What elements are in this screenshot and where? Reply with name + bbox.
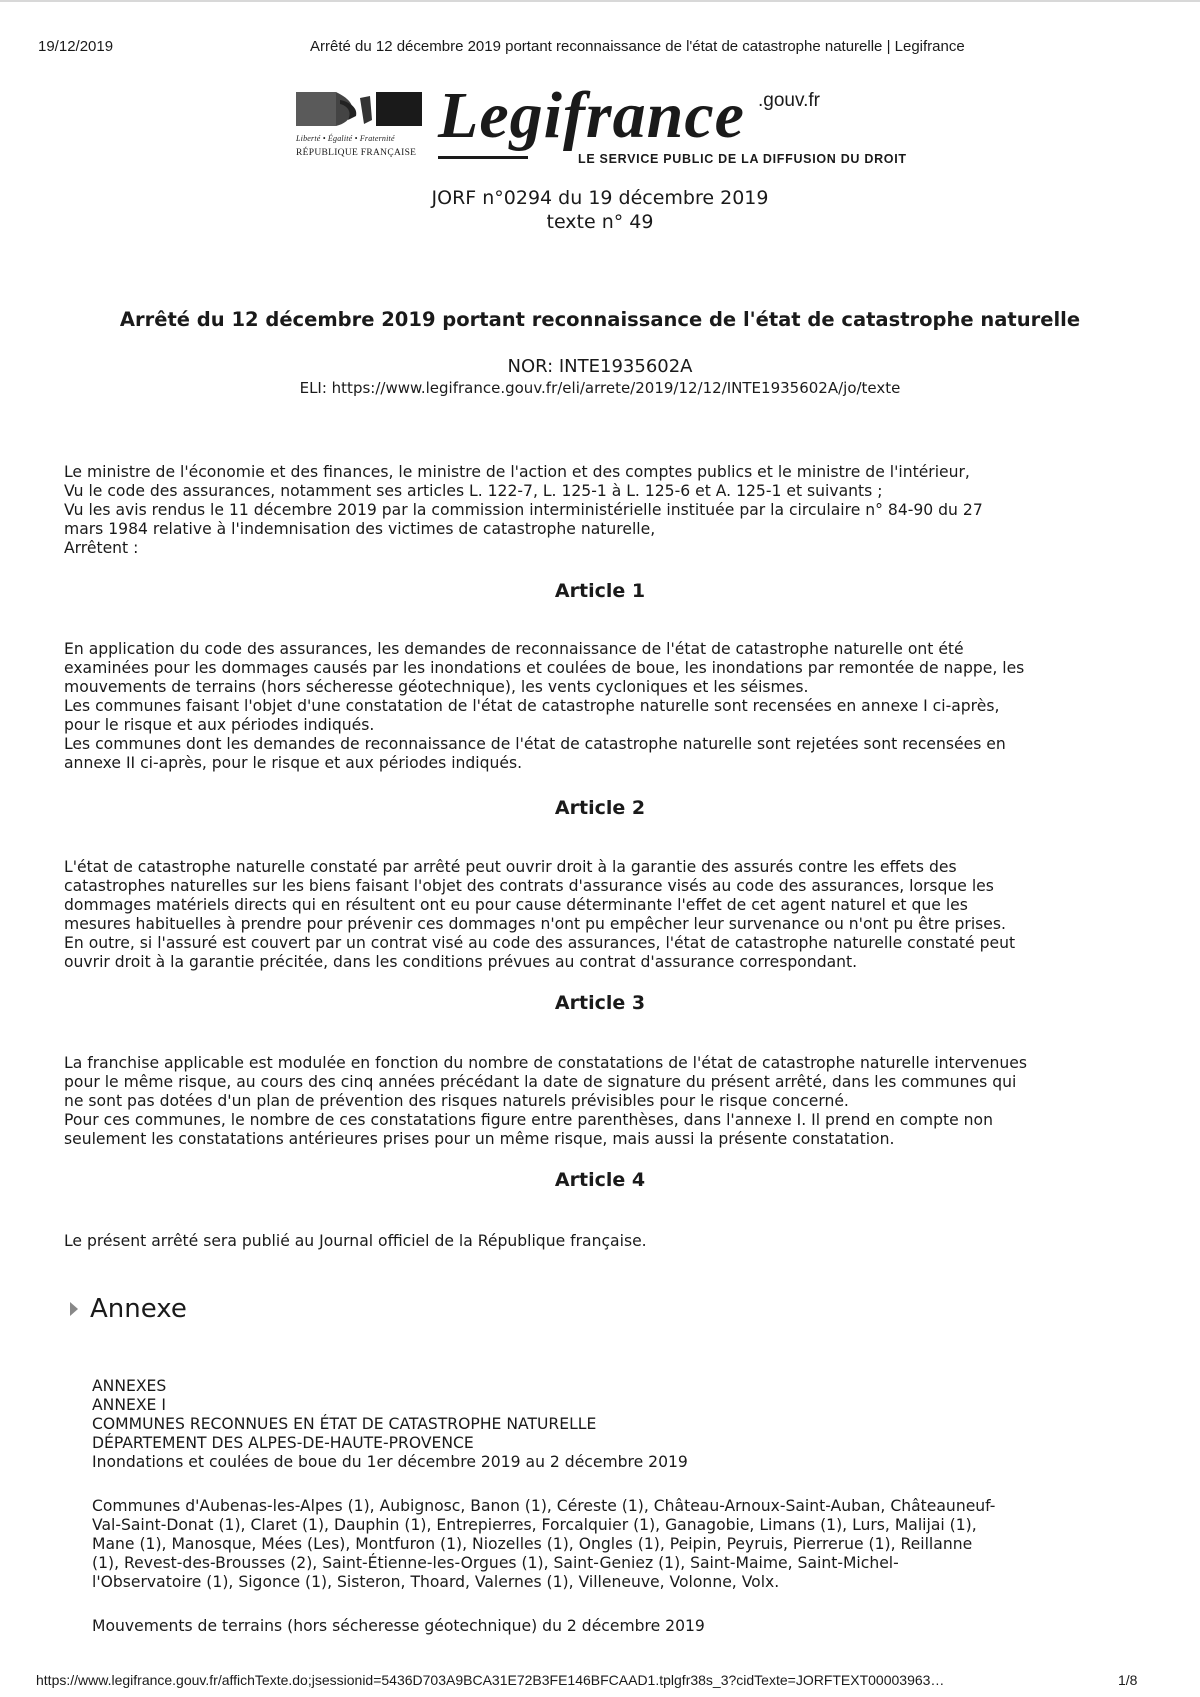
republic-name: RÉPUBLIQUE FRANÇAISE <box>296 148 417 158</box>
triangle-right-icon <box>70 1302 78 1316</box>
brand-domain: .gouv.fr <box>758 90 820 111</box>
page-number: 1/8 <box>1118 1672 1138 1688</box>
page-title: Arrêté du 12 décembre 2019 portant reconnaissance de l'état de catastrophe naturelle <box>119 308 1081 331</box>
preamble: Le ministre de l'économie et des finances, le ministre de l'action et des comptes publics et le ministre de l'intérieur, Vu le code des assurances, notamment ses articles L. 122-7, L. 125-1 à L. 125-6 et A. 125-1 et suivants ; Vu les avis rendus le 11 décembre 2019 par la commission interministérielle instituée par la circulaire n° 84-90 du 27 mars 1984 relative à l'indemnisation des victimes de catastrophe naturelle, Arrêtent : <box>64 463 983 557</box>
annexe-toggle[interactable] <box>70 1294 187 1324</box>
article-1-text: En application du code des assurances, les demandes de reconnaissance de l'état de catastrophe naturelle ont été examinées pour les dommages causés par les inondations et coulées de boue, les inondations par remontée de nappe, les mouvements de terrains (hors sécheresse géotechnique), les vents cycloniques et les séismes. Les communes faisant l'objet d'une constatation de l'état de catastrophe naturelle sont recensées en annexe I ci-après, pour le risque et aux périodes indiqués. Les communes dont les demandes de reconnaissance de l'état de catastrophe naturelle sont rejetées sont recensées en annexe II ci-après, pour le risque et aux périodes indiqués. <box>64 640 1025 772</box>
print-page-title: Arrêté du 12 décembre 2019 portant reconnaissance de l'état de catastrophe naturelle | Legifrance <box>310 38 965 55</box>
article-3-heading: Article 3 <box>554 992 646 1014</box>
brand-tagline: LE SERVICE PUBLIC DE LA DIFFUSION DU DROIT <box>578 152 907 166</box>
article-1-heading: Article 1 <box>554 580 646 602</box>
article-3-text: La franchise applicable est modulée en fonction du nombre de constatations de l'état de catastrophe naturelle intervenues pour le même risque, au cours des cinq années précédant la date de signature du présent arrêté, dans les communes qui ne sont pas dotées d'un plan de prévention des risques naturels prévisibles pour le risque concerné. Pour ces communes, le nombre de ces constatations figure entre parenthèses, dans l'annexe I. Il prend en compte non seulement les constatations antérieures prises pour un même risque, mais aussi la présente constatation. <box>64 1054 1027 1148</box>
annexe-heading: Annexe <box>90 1294 187 1324</box>
article-2-heading: Article 2 <box>554 797 646 819</box>
eli-link[interactable]: ELI: https://www.legifrance.gouv.fr/eli/arrete/2019/12/12/INTE1935602A/jo/texte <box>299 379 901 397</box>
annexe-header-block: ANNEXES ANNEXE I COMMUNES RECONNUES EN ÉTAT DE CATASTROPHE NATURELLE DÉPARTEMENT DES ALPES-DE-HAUTE-PROVENCE Inondations et coulées de boue du 1er décembre 2019 au 2 décembre 2019 <box>92 1377 688 1471</box>
texte-number: texte n° 49 <box>546 211 654 233</box>
annexe-next-section: Mouvements de terrains (hors sécheresse géotechnique) du 2 décembre 2019 <box>92 1617 705 1635</box>
brand-underline <box>438 156 528 159</box>
jorf-reference <box>0 186 1200 234</box>
nor-reference: NOR: INTE1935602A <box>507 356 693 377</box>
republic-motto: Liberté • Égalité • Fraternité <box>296 134 395 143</box>
print-date: 19/12/2019 <box>38 38 114 55</box>
brand-name: Legifrance <box>438 79 745 152</box>
article-4-heading: Article 4 <box>554 1169 646 1191</box>
legifrance-logo[interactable] <box>296 79 926 172</box>
jorf-number: JORF n°0294 du 19 décembre 2019 <box>431 187 769 209</box>
marianne-emblem-icon <box>296 90 422 128</box>
print-url: https://www.legifrance.gouv.fr/affichTexte.do;jsessionid=5436D703A9BCA31E72B3FE146BFCAAD1.tplgfr38s_3?cidTexte=JORFTEXT00003963… <box>36 1672 945 1688</box>
article-4-text: Le présent arrêté sera publié au Journal officiel de la République française. <box>64 1232 647 1250</box>
annexe-communes-list: Communes d'Aubenas-les-Alpes (1), Aubignosc, Banon (1), Céreste (1), Château-Arnoux-Saint-Auban, Châteauneuf- Val-Saint-Donat (1), Claret (1), Dauphin (1), Entrepierres, Forcalquier (1), Ganagobie, Limans (1), Lurs, Malijai (1), Mane (1), Manosque, Mées (Les), Montfuron (1), Niozelles (1), Ongles (1), Peipin, Peyruis, Pierrerue (1), Reillanne (1), Revest-des-Brousses (2), Saint-Étienne-les-Orgues (1), Saint-Geniez (1), Saint-Maime, Saint-Michel- l'Observatoire (1), Sigonce (1), Sisteron, Thoard, Valernes (1), Villeneuve, Volonne, Volx. <box>92 1497 996 1591</box>
article-2-text: L'état de catastrophe naturelle constaté par arrêté peut ouvrir droit à la garantie des assurés contre les effets des catastrophes naturelles sur les biens faisant l'objet des contrats d'assurance visés au code des assurances, lorsque les dommages matériels directs qui en résultent ont eu pour cause déterminante l'effet de cet agent naturel et que les mesures habituelles à prendre pour prévenir ces dommages n'ont pu empêcher leur survenance ou n'ont pu être prises. En outre, si l'assuré est couvert par un contrat visé au code des assurances, l'état de catastrophe naturelle constaté peut ouvrir droit à la garantie précitée, dans les conditions prévues au contrat d'assurance correspondant. <box>64 858 1016 971</box>
page-top-rule <box>0 0 1200 2</box>
